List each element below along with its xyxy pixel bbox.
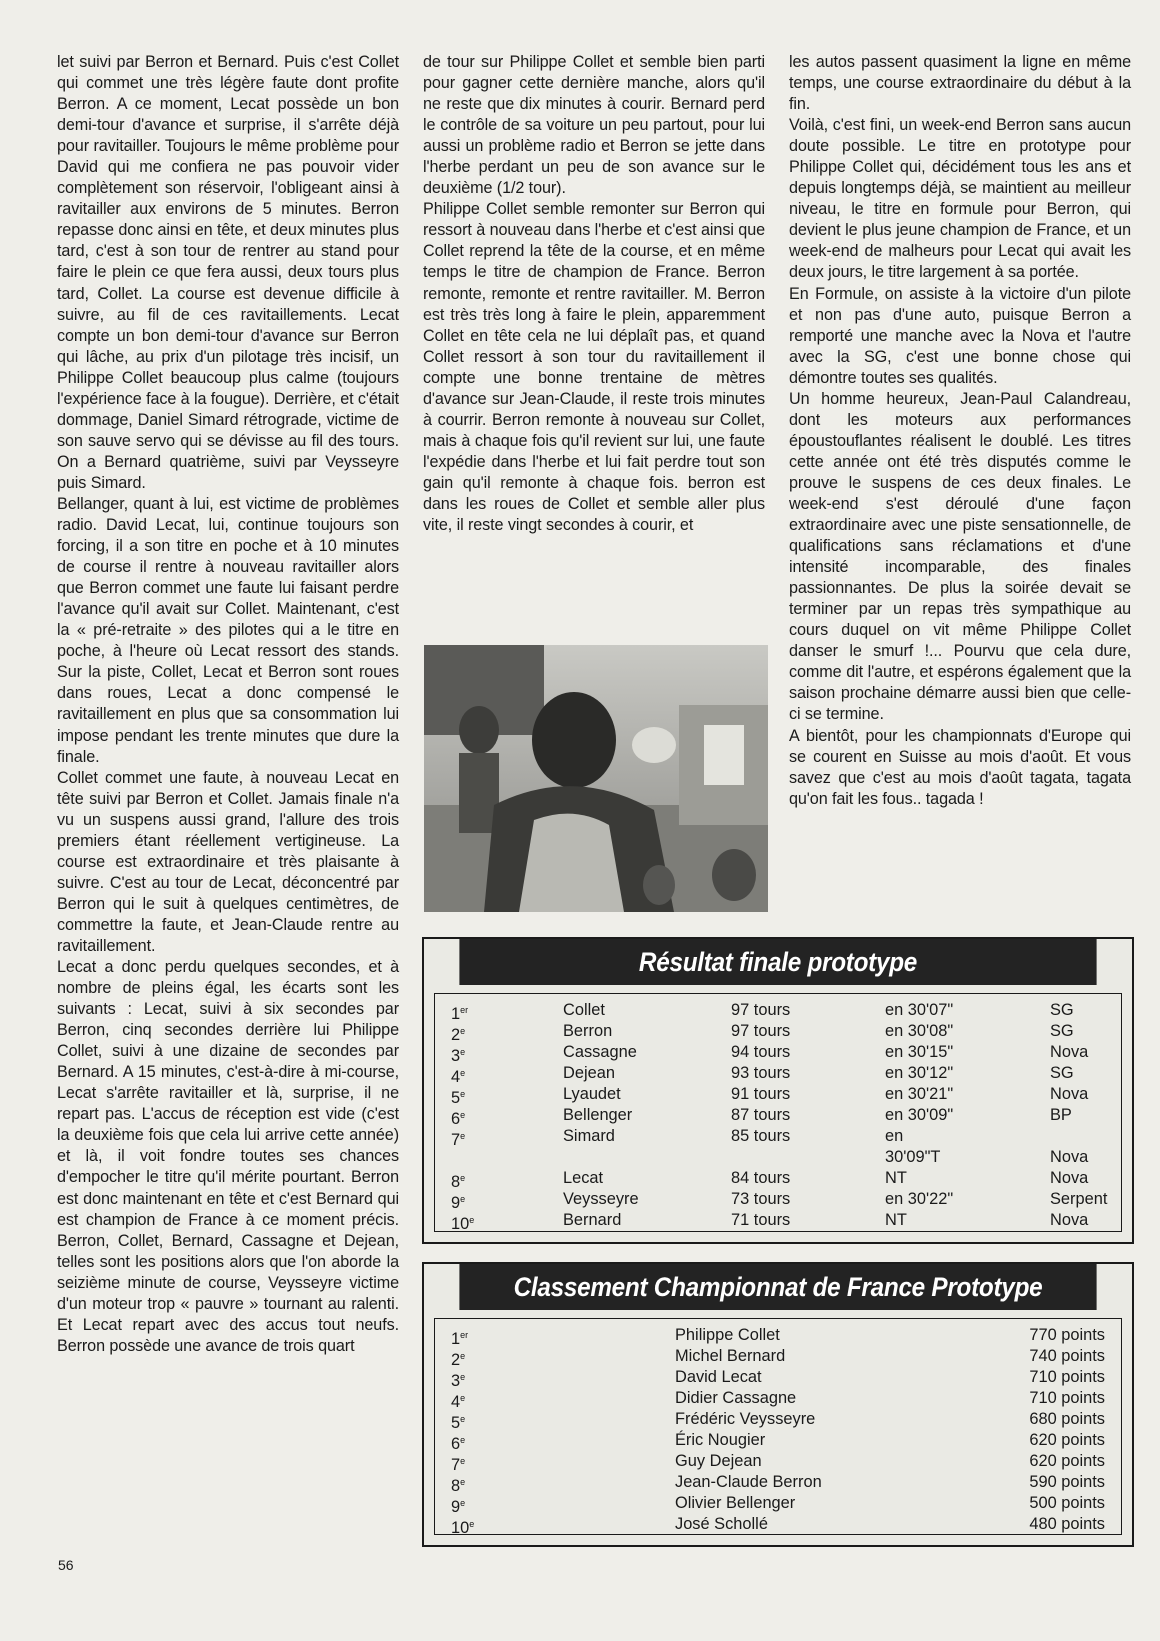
driver-name: Olivier Bellenger — [675, 1494, 796, 1512]
driver-name: Veysseyre — [563, 1190, 639, 1208]
rank-number: 4 — [451, 1393, 461, 1411]
car-make: Serpent — [1050, 1190, 1108, 1208]
rank-number: 7 — [451, 1131, 461, 1149]
car-make: Nova — [1050, 1148, 1089, 1166]
table-row — [435, 1189, 1121, 1210]
driver-name: Frédéric Veysseyre — [675, 1410, 816, 1428]
rank-suffix: e — [460, 1498, 466, 1508]
driver-name: Dejean — [563, 1064, 615, 1082]
rank-number: 7 — [451, 1456, 461, 1474]
rank-suffix: e — [460, 1089, 466, 1099]
rank-number: 6 — [451, 1110, 461, 1128]
standings-rows — [435, 1325, 1121, 1535]
table-row — [435, 1367, 1121, 1388]
rank-number: 10 — [451, 1215, 470, 1233]
laps-count: 73 tours — [731, 1190, 791, 1208]
results-table-title: Résultat finale prototype — [459, 939, 1096, 985]
paragraph: En Formule, on assiste à la victoire d'un pilote et non pas d'une auto, puisque Berron a remporté une manche avec la Nova et l'autre avec la SG, c'est une bonne chose qui démontre toutes ses qualités. — [789, 284, 1131, 387]
rank-number: 5 — [451, 1414, 461, 1432]
car-make: Nova — [1050, 1169, 1089, 1187]
paragraph: Un homme heureux, Jean-Paul Calandreau, dont les moteurs aux performances époustouflantes réalisent le doublé. Les titres cette année ont été très disputés comme le prouve le suspens de ces deux finales. Le week-end s'est déroulé d'une façon extraordinaire avec une piste sensationnelle, de qualifications sans réclamations et d'une intensité incomparable, des finales passionnantes. De plus la soirée devait se terminer par un repas très sympathique au cours duquel on vit même Philippe Collet danser le smurf !... Pourvu que cela dure, comme dit l'autre, et espérons également que la saison prochaine démarre aussi bien que celle-ci se termine. — [789, 389, 1131, 724]
table-row — [435, 1063, 1121, 1084]
page-number: 56 — [58, 1557, 74, 1573]
laps-count: 71 tours — [731, 1211, 791, 1229]
paragraph: Collet commet une faute, à nouveau Lecat en tête suivi par Berron et Collet. Jamais finale n'a vu un suspens aussi grand, l'allure des trois premiers étant réellement vertigineuse. La course est extraordinaire et très plaisante à suivre. C'est au tour de Lecat, déconcentré par Berron qui le suit à quelques centimètres, de commettre la faute, et Jean-Claude rentre au ravitaillement. — [57, 768, 399, 955]
car-make: SG — [1050, 1022, 1074, 1040]
paragraph: Voilà, c'est fini, un week-end Berron sans aucun doute possible. Le titre en prototype pour Philippe Collet qui, décidément tous les ans et depuis longtemps déjà, se maintient au meilleur niveau, le titre en formule pour Berron, qui devient le plus jeune champion de France, et un week-end de malheurs pour Lecat qui avait les deux jours, le titre largement à sa portée. — [789, 116, 1131, 282]
car-make: SG — [1050, 1064, 1074, 1082]
rank-suffix: er — [460, 1005, 469, 1015]
points: 710 points — [1029, 1368, 1105, 1386]
rank-number: 8 — [451, 1173, 461, 1191]
driver-name: Bellenger — [563, 1106, 633, 1124]
driver-name: Jean-Claude Berron — [675, 1473, 822, 1491]
rank-number: 10 — [451, 1519, 470, 1537]
driver-name: Lyaudet — [563, 1085, 621, 1103]
table-row — [435, 1430, 1121, 1451]
rank-cell — [451, 1126, 465, 1151]
race-time: NT — [885, 1169, 907, 1187]
table-row — [435, 1126, 1121, 1168]
rank-suffix: e — [460, 1110, 466, 1120]
rank-suffix: er — [460, 1330, 469, 1340]
points: 680 points — [1029, 1410, 1105, 1428]
rank-suffix: e — [460, 1131, 466, 1141]
paragraph: Bellanger, quant à lui, est victime de problèmes radio. David Lecat, lui, continue toujours son forcing, il a son titre en poche et à 10 minutes de course il rentre à nouveau ravitailler alors que Berron commet une faute lui faisant perdre l'avance qu'il avait sur Collet. Maintenant, c'est la « pré-retraite » des pilotes qui a le titre en poche, à l'heure où Lecat ressort des stands. Sur la piste, Collet, Lecat et Berron sont roues dans roues, Lecat a donc compensé le ravitaillement en plus que sa consommation lui impose pendant les trente minutes que dure la finale. — [57, 494, 399, 766]
points: 770 points — [1029, 1326, 1105, 1344]
rank-number: 6 — [451, 1435, 461, 1453]
driver-name: David Lecat — [675, 1368, 762, 1386]
rank-suffix: e — [460, 1351, 466, 1361]
driver-name: Didier Cassagne — [675, 1389, 797, 1407]
race-time-continued: 30'09"T — [885, 1148, 941, 1166]
paragraph: Lecat a donc perdu quelques secondes, et à nombre de pleins égal, les écarts sont les suivants : Lecat, suivi à six secondes par Berron, cinq secondes derrière lui Philippe Collet, suivi à une dizaine de secondes par Bernard. A 15 minutes, c'est-à-dire à mi-course, Lecat s'arrête ravitailler et là, surprise, il ne repart pas. L'accus de réception est vide (c'est la deuxième fois que cela lui arrive cette année) et là, il voit fondre toutes ses chances d'empocher le titre qu'il mérite pourtant. Berron est donc maintenant en tête et c'est Bernard qui est champion de France à ce moment précis. Berron, Collet, Bernard, Cassagne et Dejean, telles sont les positions alors que l'on aborde la seizième minute de course, Veysseyre victime d'un moteur trop « pauvre » tournant au ralenti. Et Lecat repart avec des accus tout neufs. Berron possède une avance de trois quart — [57, 958, 399, 1355]
results-table-body — [434, 993, 1122, 1232]
rank-number: 2 — [451, 1351, 461, 1369]
rank-suffix: e — [460, 1047, 466, 1057]
standings-table-body — [434, 1318, 1122, 1535]
paragraph: A bientôt, pour les championnats d'Europe qui se courent en Suisse au mois d'août. Et vous savez que c'est au mois d'août tagata, tagata qu'on fait les fous.. tagada ! — [789, 726, 1131, 808]
article-column-1 — [57, 52, 399, 1357]
car-make: Nova — [1050, 1211, 1089, 1229]
rank-number: 9 — [451, 1498, 461, 1516]
driver-name: Collet — [563, 1001, 605, 1019]
rank-number: 5 — [451, 1089, 461, 1107]
rank-number: 1 — [451, 1005, 461, 1023]
rank-number: 9 — [451, 1194, 461, 1212]
driver-name: Simard — [563, 1127, 615, 1145]
driver-name: Guy Dejean — [675, 1452, 762, 1470]
paragraph: Philippe Collet semble remonter sur Berron qui ressort à nouveau dans l'herbe et c'est ainsi que Collet reprend la tête de la course, et en même temps le titre de champion de France. Berron remonte, remonte et rentre ravitailler. M. Berron est très très long à faire le plein, apparemment Collet en tête cela ne lui déplaît pas, et quand Collet ressort à son tour du ravitaillement il compte une bonne trentaine de mètres d'avance sur Jean-Claude, il reste trois minutes à courrir. Berron remonte à nouveau sur Collet, mais à chaque fois qu'il revient sur lui, une faute l'expédie dans l'herbe et lui fait perdre tout son gain qu'il remonte à chaque fois. berron est dans les roues de Collet et semble aller plus vite, il reste vingt secondes à courir, et — [423, 200, 765, 535]
table-row — [435, 1105, 1121, 1126]
car-make: SG — [1050, 1001, 1074, 1019]
rank-number: 3 — [451, 1047, 461, 1065]
rank-suffix: e — [460, 1026, 466, 1036]
driver-name: Philippe Collet — [675, 1326, 780, 1344]
rank-suffix: e — [460, 1435, 466, 1445]
car-make: BP — [1050, 1106, 1072, 1124]
driver-name: José Schollé — [675, 1515, 768, 1533]
rank-cell — [451, 1514, 474, 1539]
race-time: en 30'21" — [885, 1085, 954, 1103]
rank-cell — [451, 1210, 474, 1235]
race-time: en 30'12" — [885, 1064, 954, 1082]
laps-count: 84 tours — [731, 1169, 791, 1187]
rank-suffix: e — [460, 1477, 466, 1487]
rank-number: 1 — [451, 1330, 461, 1348]
results-table — [422, 937, 1134, 1244]
laps-count: 94 tours — [731, 1043, 791, 1061]
results-rows — [435, 1000, 1121, 1231]
laps-count: 93 tours — [731, 1064, 791, 1082]
table-row — [435, 1042, 1121, 1063]
laps-count: 87 tours — [731, 1106, 791, 1124]
table-row — [435, 1210, 1121, 1231]
points: 480 points — [1029, 1515, 1105, 1533]
driver-name: Berron — [563, 1022, 613, 1040]
table-row — [435, 1325, 1121, 1346]
points: 620 points — [1029, 1431, 1105, 1449]
article-column-2 — [423, 52, 765, 536]
points: 710 points — [1029, 1389, 1105, 1407]
rank-suffix: e — [460, 1194, 466, 1204]
table-row — [435, 1168, 1121, 1189]
race-photo — [424, 645, 768, 912]
table-row — [435, 1021, 1121, 1042]
race-time: en 30'09" — [885, 1106, 954, 1124]
points: 740 points — [1029, 1347, 1105, 1365]
rank-suffix: e — [460, 1068, 466, 1078]
rank-suffix: e — [460, 1173, 466, 1183]
race-time: en 30'15" — [885, 1043, 954, 1061]
driver-name: Cassagne — [563, 1043, 637, 1061]
rank-suffix: e — [469, 1519, 475, 1529]
table-row — [435, 1472, 1121, 1493]
rank-number: 3 — [451, 1372, 461, 1390]
rank-number: 4 — [451, 1068, 461, 1086]
laps-count: 91 tours — [731, 1085, 791, 1103]
rank-suffix: e — [460, 1456, 466, 1466]
table-row — [435, 1388, 1121, 1409]
points: 620 points — [1029, 1452, 1105, 1470]
table-row — [435, 1451, 1121, 1472]
table-row — [435, 1409, 1121, 1430]
race-time: en 30'07" — [885, 1001, 954, 1019]
article-column-3 — [789, 52, 1131, 810]
race-time: NT — [885, 1211, 907, 1229]
race-time: en 30'08" — [885, 1022, 954, 1040]
rank-suffix: e — [469, 1215, 475, 1225]
driver-name: Lecat — [563, 1169, 604, 1187]
rank-suffix: e — [460, 1372, 466, 1382]
driver-name: Éric Nougier — [675, 1431, 766, 1449]
table-row — [435, 1514, 1121, 1535]
points: 590 points — [1029, 1473, 1105, 1491]
car-make: Nova — [1050, 1043, 1089, 1061]
points: 500 points — [1029, 1494, 1105, 1512]
laps-count: 97 tours — [731, 1001, 791, 1019]
laps-count: 85 tours — [731, 1127, 791, 1145]
table-row — [435, 1084, 1121, 1105]
paragraph: de tour sur Philippe Collet et semble bien parti pour gagner cette dernière manche, alors qu'il ne reste que dix minutes à courir. Bernard perd le contrôle de sa voiture un peu partout, pour lui aussi un problème radio et Berron se jette dans l'herbe perdant un peu de son avance sur le deuxième (1/2 tour). — [423, 53, 765, 198]
rank-suffix: e — [460, 1414, 466, 1424]
table-row — [435, 1000, 1121, 1021]
rank-number: 2 — [451, 1026, 461, 1044]
driver-name: Bernard — [563, 1211, 622, 1229]
driver-name: Michel Bernard — [675, 1347, 786, 1365]
standings-table-title: Classement Championnat de France Prototype — [459, 1264, 1096, 1310]
laps-count: 97 tours — [731, 1022, 791, 1040]
rank-suffix: e — [460, 1393, 466, 1403]
race-time: en 30'22" — [885, 1190, 954, 1208]
car-make: Nova — [1050, 1085, 1089, 1103]
table-row — [435, 1346, 1121, 1367]
table-row — [435, 1493, 1121, 1514]
standings-table — [422, 1262, 1134, 1547]
rank-number: 8 — [451, 1477, 461, 1495]
race-time: en — [885, 1127, 904, 1145]
paragraph: les autos passent quasiment la ligne en même temps, une course extraordinaire du début à la fin. — [789, 53, 1131, 114]
paragraph: let suivi par Berron et Bernard. Puis c'est Collet qui commet une très légère faute dont profite Berron. A ce moment, Lecat possède un bon demi-tour d'avance et surprise, il s'arrête déjà pour ravitailler. Toujours le même problème pour David qui me confiera ne pas pouvoir vider complètement son réservoir, l'obligeant ainsi à ravitailler aux environs de 5 minutes. Berron repasse donc ainsi en tête, et deux minutes plus tard, c'est à son tour de rentrer au stand pour faire le plein ce que fera aussi, deux tours plus tard, Collet. La course est devenue difficile à suivre, au fil de ces ravitaillements. Lecat compte un bon demi-tour d'avance sur Berron qui lâche, au prix d'un pilotage très incisif, un Philippe Collet beaucoup plus calme (toujours l'expérience face à la fougue). Derrière, et c'était dommage, Daniel Simard rétrograde, victime de son sauve servo qui se dévisse au fil des tours. On a Bernard quatrième, suivi par Veysseyre puis Simard. — [57, 53, 400, 492]
